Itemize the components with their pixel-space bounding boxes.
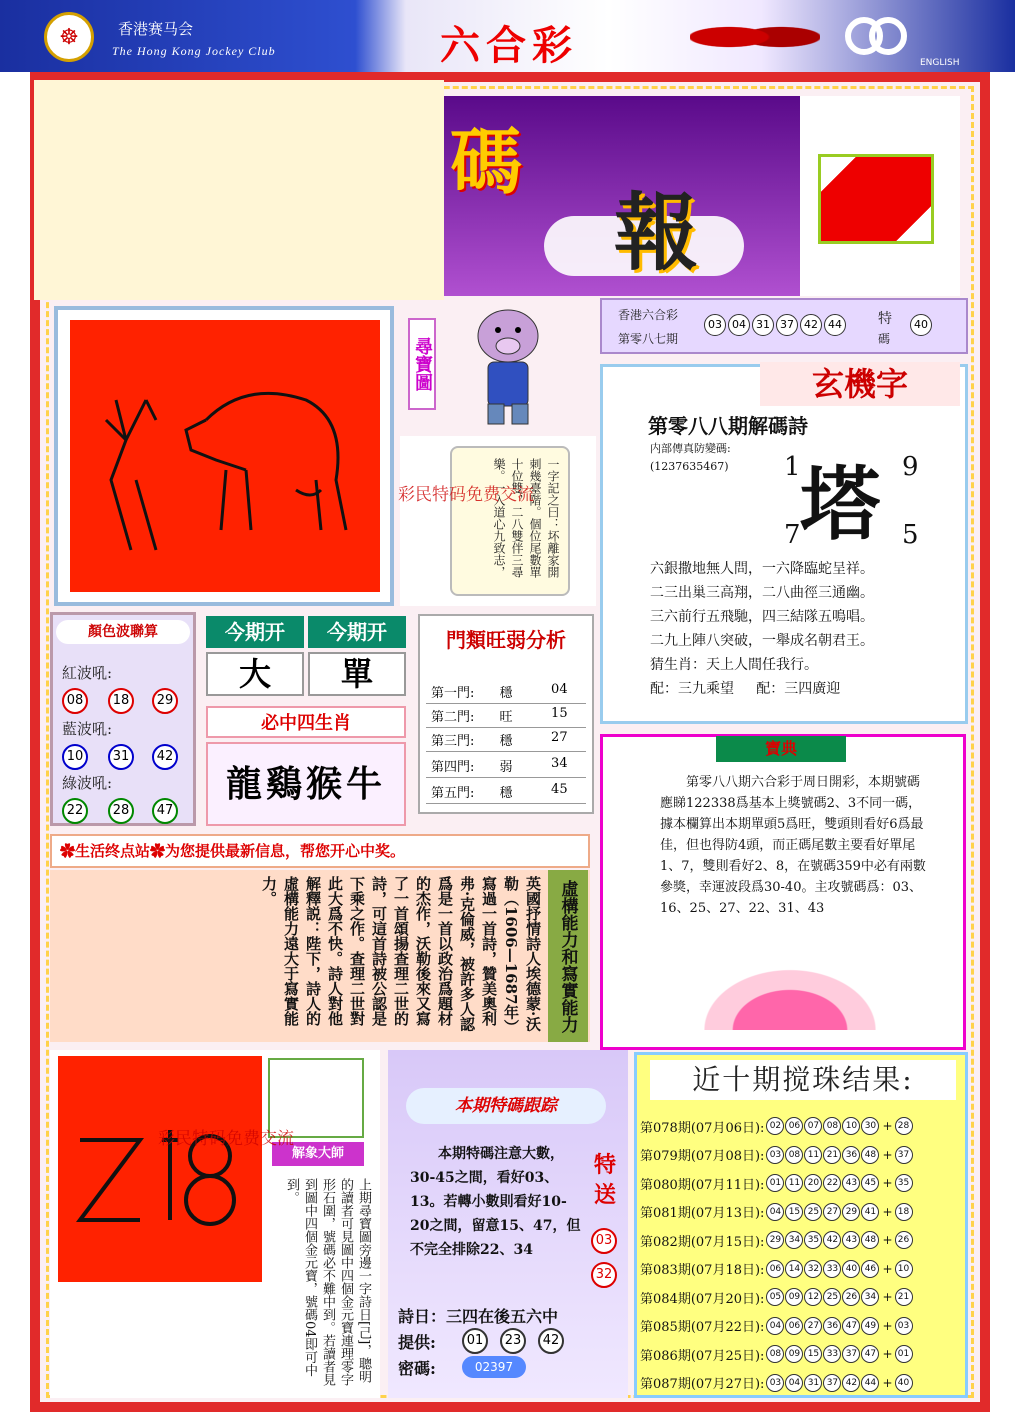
result-ball: 33 bbox=[823, 1260, 841, 1278]
result-ball: 06 bbox=[785, 1117, 803, 1135]
xuanji-subtitle: 第零八八期解碼詩 bbox=[648, 414, 808, 438]
result-ball: 15 bbox=[804, 1345, 822, 1363]
result-period: 第084期 bbox=[640, 1291, 691, 1307]
result-ball: 08 bbox=[766, 1345, 784, 1363]
banner-blank-area bbox=[34, 80, 444, 300]
result-ball: 10 bbox=[842, 1117, 860, 1135]
result-date: (07月20日): bbox=[690, 1291, 765, 1307]
org-name-cn: 香港赛马会 bbox=[118, 20, 194, 38]
result-date: (07月22日): bbox=[690, 1320, 765, 1335]
table-row: 第三門: 穩 27 bbox=[426, 730, 586, 752]
result-ball: 22 bbox=[823, 1174, 841, 1192]
special-send-ball: 32 bbox=[591, 1262, 617, 1288]
table-row bbox=[640, 1171, 966, 1195]
result-period: 第085期 bbox=[640, 1320, 691, 1335]
special-send-ball: 03 bbox=[591, 1228, 617, 1254]
result-ball: 03 bbox=[704, 314, 726, 336]
result-ball: 47 bbox=[861, 1345, 879, 1363]
article-text: 英國抒情詩人埃德蒙·沃勒（1606—1687年）寫過一首詩，贊美奧利弗·克倫威，被許多人認爲是一首以政治爲題材的杰作，沃勒後來又寫了一首頌揚查理二世的詩，可這首詩被公認是下乘之作。查理二世對此大爲不快。詩人對他解釋説：陛下，詩人的虛構能力遠大于寫實能力。 bbox=[260, 876, 542, 1035]
today-value-big: 大 bbox=[206, 652, 304, 696]
result-ball: 09 bbox=[785, 1345, 803, 1363]
result-ball: 45 bbox=[861, 1174, 879, 1192]
result-ball: 43 bbox=[842, 1231, 860, 1249]
green-ball: 28 bbox=[108, 798, 134, 824]
table-row: 第五門: 穩 45 bbox=[426, 782, 586, 804]
result-ball: 32 bbox=[804, 1260, 822, 1278]
pig-mascot-icon bbox=[458, 300, 558, 430]
table-row: 第一門: 穩 04 bbox=[426, 682, 586, 704]
special-follow-title: 本期特碼跟踪 bbox=[406, 1088, 606, 1124]
special-ball: 01 bbox=[895, 1345, 913, 1363]
result-period: 第083期 bbox=[640, 1263, 691, 1278]
result-ball: 11 bbox=[804, 1146, 822, 1164]
result-ball: 40 bbox=[842, 1260, 860, 1278]
result-ball: 29 bbox=[842, 1203, 860, 1221]
result-ball: 33 bbox=[823, 1345, 841, 1363]
poem-line: 二九上陣八突破，一舉成名朝君王。 bbox=[650, 633, 874, 649]
special-ball: 28 bbox=[895, 1117, 913, 1135]
today-header-1: 今期开 bbox=[206, 616, 304, 648]
xuanji-title: 玄機字 bbox=[760, 362, 960, 406]
color-wave-title: 顏色波聯算 bbox=[56, 620, 190, 644]
special-follow-text: 本期特碼注意大數，30-45之間，看好03、13。若轉小數則看好10-20之間，留意15、47，但不完全排除22、34 bbox=[410, 1146, 581, 1258]
red-ball: 18 bbox=[108, 688, 134, 714]
result-date: (07月08日): bbox=[690, 1149, 765, 1164]
result-ball: 08 bbox=[823, 1117, 841, 1135]
result-ball: 46 bbox=[861, 1260, 879, 1278]
poem-hint: 詩日：三四在後五六中 bbox=[398, 1307, 559, 1326]
zodiac-title: 必中四生肖 bbox=[206, 706, 406, 738]
result-date: (07月27日): bbox=[690, 1377, 765, 1392]
today-value-odd: 單 bbox=[308, 652, 406, 696]
zodiac-values: 龍鷄猴牛 bbox=[206, 742, 406, 826]
result-date: (07月13日): bbox=[690, 1206, 765, 1221]
poem-line: 配：三九乘望 配：三四廣迎 bbox=[650, 681, 841, 697]
fax-number: (1237635467) bbox=[650, 460, 729, 473]
result-date: (07月11日): bbox=[690, 1177, 765, 1193]
result-ball: 29 bbox=[766, 1231, 784, 1249]
lantern-icon bbox=[818, 154, 934, 244]
result-ball: 41 bbox=[861, 1203, 879, 1221]
result-ball: 11 bbox=[785, 1174, 803, 1192]
result-ball: 42 bbox=[823, 1231, 841, 1249]
provide-ball: 23 bbox=[500, 1328, 526, 1354]
number-bottom-right: 5 bbox=[902, 520, 919, 550]
table-row bbox=[640, 1143, 966, 1167]
result-ball: 14 bbox=[785, 1260, 803, 1278]
watermark: 彩民特码免费交流 bbox=[398, 485, 534, 505]
table-row bbox=[640, 1285, 966, 1309]
special-ball: 35 bbox=[895, 1174, 913, 1192]
table-row bbox=[640, 1314, 966, 1338]
plus-sign: + bbox=[882, 1147, 893, 1162]
result-date: (07月25日): bbox=[690, 1348, 765, 1364]
result-period: 第零八七期 bbox=[618, 332, 679, 346]
blue-ball: 31 bbox=[108, 744, 134, 770]
poem-line: 二三出巢三高翔，二八曲徑三通幽。 bbox=[650, 585, 874, 601]
result-ball: 37 bbox=[776, 314, 798, 336]
special-send-label: 特送 bbox=[593, 1152, 616, 1208]
result-date: (07月06日): bbox=[690, 1120, 765, 1136]
table-row bbox=[640, 1114, 966, 1138]
english-logo-icon[interactable] bbox=[840, 16, 912, 56]
org-name-en: The Hong Kong Jockey Club bbox=[112, 44, 276, 58]
watermark: 彩民特码免费交流 bbox=[158, 1129, 294, 1149]
provide-ball: 42 bbox=[538, 1328, 564, 1354]
provide-ball: 01 bbox=[462, 1328, 488, 1354]
page-title: 六合彩 bbox=[440, 23, 578, 69]
special-ball: 26 bbox=[895, 1231, 913, 1249]
plus-sign: + bbox=[882, 1204, 893, 1219]
result-ball: 31 bbox=[752, 314, 774, 336]
result-period: 第087期 bbox=[640, 1377, 691, 1392]
result-ball: 03 bbox=[766, 1374, 784, 1392]
number-top-left: 1 bbox=[784, 452, 801, 482]
plus-sign: + bbox=[882, 1176, 893, 1190]
result-ball: 43 bbox=[842, 1174, 860, 1192]
poem-line: 猜生肖：天上人間任我行。 bbox=[650, 657, 818, 673]
result-ball: 27 bbox=[804, 1317, 822, 1335]
plus-sign: + bbox=[882, 1375, 893, 1390]
door-analysis-title: 門類旺弱分析 bbox=[446, 628, 566, 652]
result-ball: 21 bbox=[823, 1146, 841, 1164]
plus-sign: + bbox=[882, 1347, 893, 1361]
result-ball: 06 bbox=[785, 1317, 803, 1335]
baodian-text: 第零八八期六合彩于周日開彩，本期號碼應睇122338爲基本上獎號碼2、3不同一碼，據本欄算出本期單頭5爲旺，雙頭則看好6爲最佳，但也得防4頭，而正碼尾數主要看好單尾1、7，雙則看好2、8，在號碼359中必有兩數參獎，幸運波段爲30-40。主攻號碼爲：03、16、25、27、22、31、43 bbox=[660, 775, 926, 916]
plus-sign: + bbox=[882, 1318, 893, 1333]
plus-sign: + bbox=[882, 1261, 893, 1276]
result-ball: 04 bbox=[785, 1374, 803, 1392]
banner-char-bao: 報 bbox=[614, 183, 699, 282]
result-ball: 36 bbox=[823, 1317, 841, 1335]
result-ball: 48 bbox=[861, 1231, 879, 1249]
result-period: 第078期 bbox=[640, 1120, 691, 1136]
blue-wave-label: 藍波吼: bbox=[62, 720, 113, 738]
horse-icon bbox=[690, 14, 820, 60]
result-ball: 37 bbox=[823, 1374, 841, 1392]
red-ball: 29 bbox=[152, 688, 178, 714]
result-date: (07月18日): bbox=[690, 1263, 765, 1278]
result-ball: 20 bbox=[804, 1174, 822, 1192]
special-ball: 21 bbox=[895, 1288, 913, 1306]
poem-line: 六銀撒地無人問，一六降臨蛇呈祥。 bbox=[650, 561, 874, 577]
number-bottom-left: 7 bbox=[784, 520, 801, 550]
result-ball: 36 bbox=[842, 1146, 860, 1164]
result-ball: 06 bbox=[766, 1260, 784, 1278]
table-row bbox=[640, 1257, 966, 1281]
result-period: 第081期 bbox=[640, 1206, 691, 1221]
result-ball: 12 bbox=[804, 1288, 822, 1306]
special-label-2: 碼 bbox=[878, 332, 891, 346]
today-header-2: 今期开 bbox=[308, 616, 406, 648]
number-top-right: 9 bbox=[902, 452, 919, 482]
code-label: 密碼: bbox=[398, 1359, 436, 1378]
result-ball: 48 bbox=[861, 1146, 879, 1164]
plus-sign: + bbox=[882, 1119, 893, 1133]
result-ball: 25 bbox=[804, 1203, 822, 1221]
table-row bbox=[640, 1200, 966, 1224]
table-row: 第二門: 旺 15 bbox=[426, 706, 586, 728]
special-ball: 10 bbox=[895, 1260, 913, 1278]
result-ball: 04 bbox=[766, 1203, 784, 1221]
result-ball: 01 bbox=[766, 1174, 784, 1192]
special-ball: 03 bbox=[895, 1317, 913, 1335]
poem-line: 三六前行五飛馳，四三結隊五鳴唱。 bbox=[650, 609, 874, 625]
blue-ball: 10 bbox=[62, 744, 88, 770]
blue-ball: 42 bbox=[152, 744, 178, 770]
table-row bbox=[640, 1371, 966, 1395]
result-ball: 26 bbox=[842, 1288, 860, 1306]
result-ball: 08 bbox=[785, 1146, 803, 1164]
red-ball: 08 bbox=[62, 688, 88, 714]
article-title: 虛構能力和寫實能力 bbox=[548, 870, 588, 1042]
green-ball: 22 bbox=[62, 798, 88, 824]
result-ball: 27 bbox=[823, 1203, 841, 1221]
life-station-text: ✿生活终点站✿为您提供最新信息，帮您开心中奖。 bbox=[60, 842, 406, 860]
dream-text: 上期尋寶圖旁邊一字詩日[己]，聰明的讀者可見圖中四個金元寶連理零字形石圍，號碼必不難中到。若讀者見到圖中四個金元寶，號碼04即可中到。 bbox=[284, 1178, 371, 1386]
result-ball: 25 bbox=[823, 1288, 841, 1306]
result-period: 第079期 bbox=[640, 1149, 691, 1164]
special-ball: 37 bbox=[895, 1146, 913, 1164]
result-ball: 09 bbox=[785, 1288, 803, 1306]
result-ball: 05 bbox=[766, 1288, 784, 1306]
dream-master-label: 解象大師 bbox=[272, 1142, 364, 1166]
result-ball: 04 bbox=[728, 314, 750, 336]
hkjc-logo-icon[interactable]: ☸ bbox=[44, 12, 94, 62]
code-value: 02397 bbox=[462, 1356, 526, 1378]
treasure-map-label: 尋寶圖 bbox=[408, 318, 436, 410]
result-ball: 49 bbox=[861, 1317, 879, 1335]
special-ball: 18 bbox=[895, 1203, 913, 1221]
result-ball: 44 bbox=[824, 314, 846, 336]
result-ball: 42 bbox=[800, 314, 822, 336]
result-ball: 37 bbox=[842, 1345, 860, 1363]
result-ball: 04 bbox=[766, 1317, 784, 1335]
fax-note: 内部傳真防變碼: bbox=[650, 442, 731, 455]
result-ball: 30 bbox=[861, 1117, 879, 1135]
red-wave-label: 紅波吼: bbox=[62, 664, 113, 682]
green-wave-label: 綠波吼: bbox=[62, 774, 113, 792]
result-ball: 31 bbox=[804, 1374, 822, 1392]
lotus-icon bbox=[690, 960, 890, 1030]
provide-label: 提供: bbox=[398, 1333, 436, 1352]
result-ball: 34 bbox=[785, 1231, 803, 1249]
table-row: 第四門: 弱 34 bbox=[426, 756, 586, 778]
special-ball: 40 bbox=[895, 1374, 913, 1392]
result-ball: 42 bbox=[842, 1374, 860, 1392]
banner bbox=[444, 96, 800, 296]
mystery-character: 塔 bbox=[800, 457, 880, 551]
plus-sign: + bbox=[882, 1290, 893, 1304]
result-ball: 34 bbox=[861, 1288, 879, 1306]
lottery-name: 香港六合彩 bbox=[618, 308, 679, 322]
result-period: 第082期 bbox=[640, 1234, 691, 1250]
result-ball: 35 bbox=[804, 1231, 822, 1249]
green-ball: 47 bbox=[152, 798, 178, 824]
result-ball: 02 bbox=[766, 1117, 784, 1135]
table-row bbox=[640, 1342, 966, 1366]
result-ball: 15 bbox=[785, 1203, 803, 1221]
result-period: 第086期 bbox=[640, 1348, 691, 1364]
baodian-title: 寶典 bbox=[716, 736, 846, 762]
result-date: (07月15日): bbox=[690, 1234, 765, 1250]
special-ball: 40 bbox=[910, 314, 932, 336]
result-ball: 03 bbox=[766, 1146, 784, 1164]
result-ball: 44 bbox=[861, 1374, 879, 1392]
scroll-poem: 一字記之曰：坏離家開刺幾臺階。個位尾數單十位雙，二八雙伴三尋樂。一入道心九致志， bbox=[492, 458, 560, 578]
result-ball: 07 bbox=[804, 1117, 822, 1135]
banner-char-ma: 碼 bbox=[450, 119, 523, 204]
special-label: 特 bbox=[878, 311, 892, 327]
table-row bbox=[640, 1228, 966, 1252]
result-period: 第080期 bbox=[640, 1177, 691, 1193]
recent-results-title: 近十期搅珠结果: bbox=[650, 1060, 956, 1100]
english-link[interactable]: ENGLISH bbox=[920, 58, 960, 68]
plus-sign: + bbox=[882, 1233, 893, 1247]
result-ball: 47 bbox=[842, 1317, 860, 1335]
ox-and-tree-drawing bbox=[96, 360, 366, 560]
